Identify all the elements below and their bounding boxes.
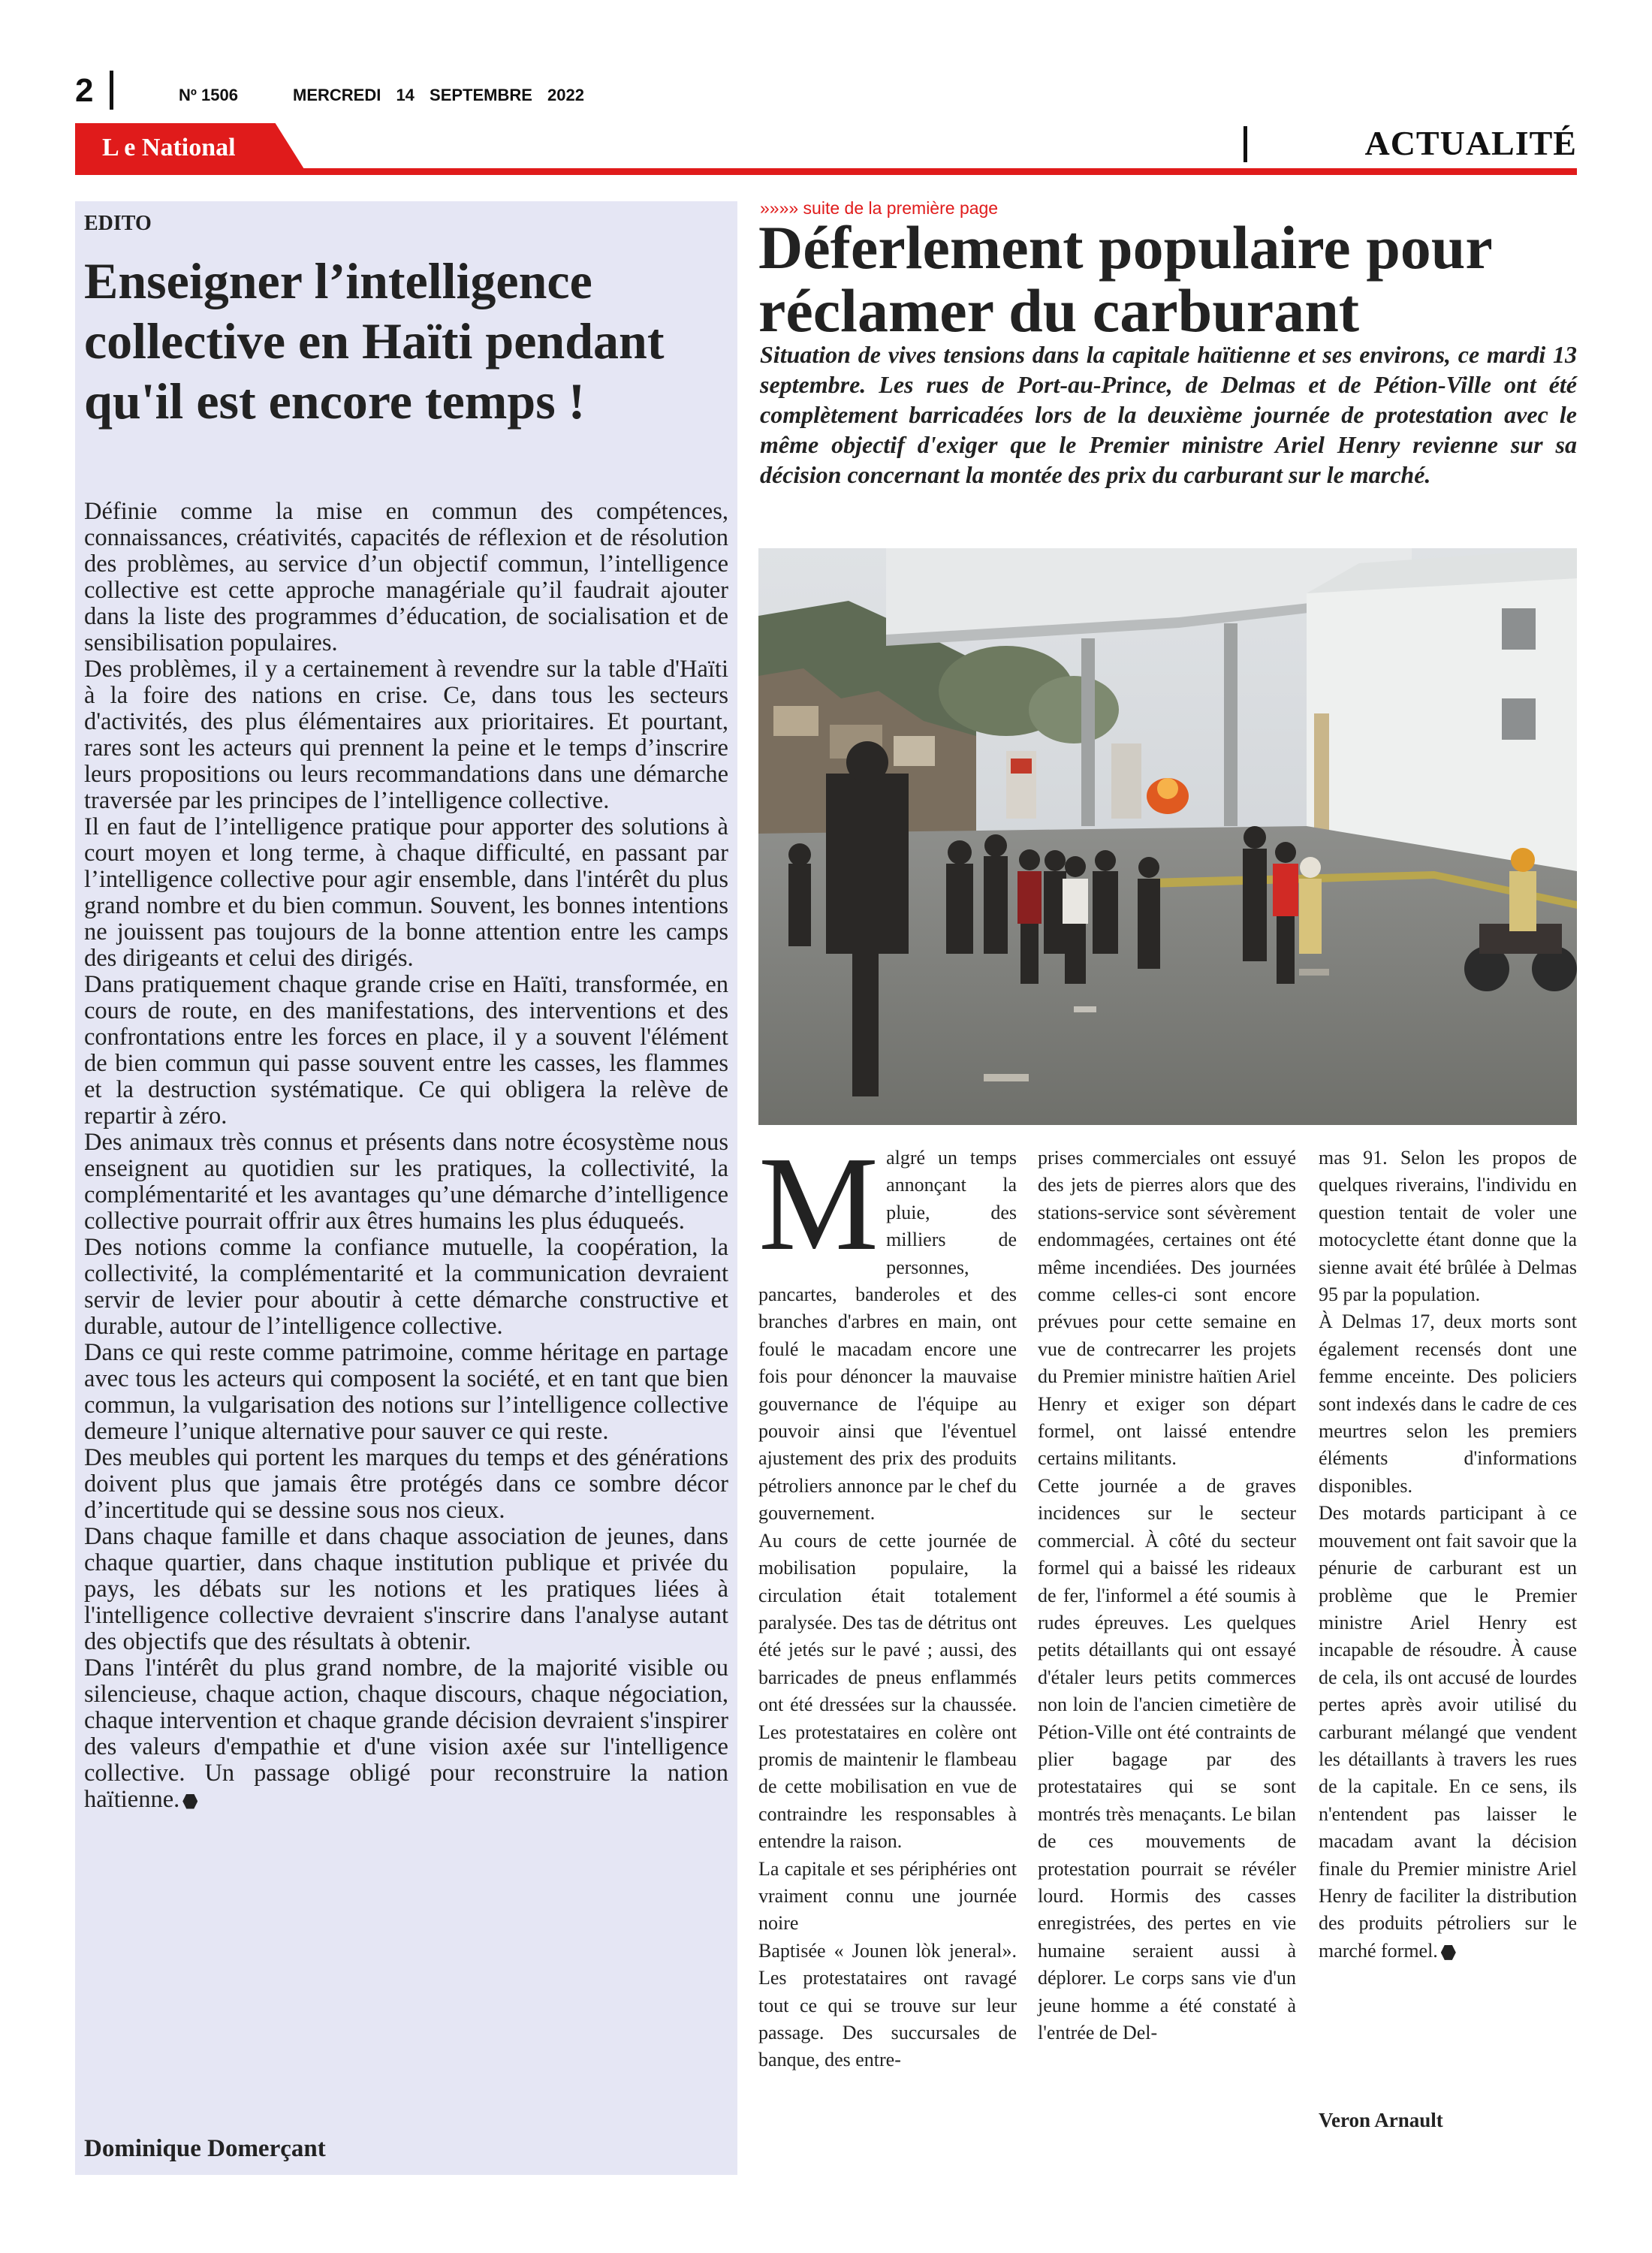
issue-date: MERCREDI 14 SEPTEMBRE 2022 bbox=[293, 86, 584, 104]
edito-body bbox=[84, 499, 728, 1813]
edito-paragraph: Dans pratiquement chaque grande crise en Haïti, transformée, en cours de route, en des manifestations, des interventions et des confrontations entre les forces en place, il y a souvent l'élément de bien commun qui passe souvent entre les casses, les flammes et la destruction systématique. Ce qui obligera la relève de repartir à zéro. bbox=[84, 971, 728, 1130]
article-column-3 bbox=[1319, 1145, 1577, 1965]
edito-last-text: Dans l'intérêt du plus grand nombre, de la majorité visible ou silencieuse, chaque action, chaque discours, chaque négociation, chaque intervention et chaque grande décision devraient s'inspirer des valeurs d'empathie et d'une vision axée sur l'intelligence collective. Un passage obligé pour reconstruire la nation haïtienne. bbox=[84, 1654, 728, 1813]
article-paragraph: algré un temps annonçant la pluie, des milliers de personnes, pancartes, banderoles et des branches d'arbres en main, ont foulé le macadam encore une fois pour dénoncer la mauvaise gouvernance de l'équipe au pouvoir ainsi que l'éventuel ajustement des prix des produits pétroliers annonce par le chef du gouvernement. bbox=[758, 1147, 1017, 1525]
article-paragraph: mas 91. Selon les propos de quelques riverains, l'individu en question tentait de voler une motocyclette étant donne que la sienne avait été brûlée à Delmas 95 par la population. bbox=[1319, 1147, 1577, 1306]
article-paragraph: Au cours de cette journée de mobilisation populaire, la circulation était totalement paralysée. Des tas de détritus ont été jetés sur le pavé ; aussi, des barricades de pneus enflammés ont été dressées sur la chaussée. Les protestataires en colère ont promis de maintenir le flambeau de cette mobilisation en vue de contraindre les responsables à entendre la raison. bbox=[758, 1529, 1017, 1853]
article-column-1 bbox=[758, 1129, 1017, 2074]
article-paragraph: Cette journée a de graves incidences sur le secteur commercial. À côté du secteur formel qui a baissé les rideaux de fer, l'informel a été soumis à rudes épreuves. Les quelques petits détaillants qui ont essayé d'étaler leurs petits commerces non loin de l'ancien cimetière de Pétion-Ville ont été contraints de plier bagage par des protestataires qui se sont montrés très menaçants. Le bilan de ces mouvements de protestation pourrait se révéler lourd. Hormis des casses enregistrées, des pertes en vie humaine seraient aussi à déplorer. Le corps sans vie d'un jeune homme a été constaté à l'entrée de Del- bbox=[1038, 1474, 1296, 2043]
section-title: ACTUALITÉ bbox=[1364, 124, 1577, 162]
continued-note: »»»» suite de la première page bbox=[760, 198, 999, 218]
article-byline: Veron Arnault bbox=[1319, 2109, 1443, 2131]
issue-number: Nº 1506 bbox=[179, 86, 238, 104]
section-divider bbox=[1244, 126, 1247, 162]
edito-paragraph-last bbox=[84, 1655, 728, 1813]
article-paragraph: La capitale et ses périphéries ont vraiment connu une journée noire bbox=[758, 1857, 1017, 1935]
edito-title: Enseigner l’intelligence collective en Haïti pendant qu'il est encore temps ! bbox=[84, 252, 665, 430]
edito-paragraph: Il en faut de l’intelligence pratique pour apporter des solutions à court moyen et long terme, à chaque difficulté, en passant par l’intelligence collective pour agir ensemble, dans l'intérêt du plus grand nombre et du bien commun. Souvent, les bonnes intentions ne jouissent pas toujours de la bonne attention entre les camps des dirigeants et celui des dirigés. bbox=[84, 813, 728, 972]
edito-paragraph: Dans ce qui reste comme patrimoine, comme héritage en partage avec tous les acteurs qui composent la société, et en tant que bien commun, la vulgarisation des notions sur l’intelligence collective demeure l’unique alternative pour sauver ce qui reste. bbox=[84, 1339, 728, 1445]
article-standfirst: Situation de vives tensions dans la capitale haïtienne et ses environs, ce mardi 13 septembre. Les rues de Port-au-Prince, de Delmas et de Pétion-Ville ont été complètement barricadées lors de la deuxième journée de protestation avec le même objectif d'exiger que le Premier ministre Ariel Henry revienne sur sa décision concernant la montée des prix du carburant sur le marché. bbox=[760, 341, 1577, 488]
article-paragraph: À Delmas 17, deux morts sont également recensés dont une femme enceinte. Des policiers sont indexés dans le cadre de ces meurtres selon les premiers éléments d'informations disponibles. bbox=[1319, 1310, 1577, 1497]
brand-name: L e National bbox=[102, 134, 236, 161]
article-column-2 bbox=[1038, 1145, 1296, 2046]
edito-paragraph: Définie comme la mise en commun des compétences, connaissances, créativités, capacités de réflexion et de résolution des problèmes, au service d’un objectif commun, l’intelligence collective est cette approche managériale qu’il faudrait ajouter dans la liste des programmes d’éducation, de socialisation et de sensibilisation populaires. bbox=[84, 498, 728, 656]
end-mark-icon bbox=[182, 1794, 197, 1809]
article-headline: Déferlement populaire pour réclamer du carburant bbox=[758, 213, 1492, 345]
article-paragraph: prises commerciales ont essuyé des jets de pierres alors que des stations-service sont sévèrement endommagées, certaines ont été même incendiées. Des journées comme celles-ci sont encore prévues pour cette semaine en vue de contrecarrer les projets du Premier ministre haïtien Ariel Henry et exiger son départ formel, ont laissé entendre certains militants. bbox=[1038, 1147, 1296, 1470]
edito-paragraph: Dans chaque famille et dans chaque association de jeunes, dans chaque quartier, dans chaque institution publique et privée du pays, les débats sur les notions et les pratiques liées à l'intelligence collective devraient s'inscrire dans l'analyse autant des objectifs que des résultats à obtenir. bbox=[84, 1523, 728, 1655]
edito-signature: Dominique Domerçant bbox=[84, 2135, 326, 2162]
drop-cap: M bbox=[758, 1129, 879, 1278]
page-number: 2 bbox=[75, 72, 94, 109]
protest-photo bbox=[758, 548, 1577, 1125]
edito-paragraph: Des problèmes, il y a certainement à revendre sur la table d'Haïti à la foire des nations en crise. Ce, dans tous les secteurs d'activités, des plus élémentaires aux prioritaires. Et pourtant, rares sont les acteurs qui prennent la peine et le temps d’inscrire leurs propositions ou leurs recommandations dans une démarche traversée par les principes de l’intelligence collective. bbox=[84, 656, 728, 814]
end-mark-icon bbox=[1441, 1945, 1456, 1960]
article-paragraph: Baptisée « Jounen lòk jeneral». Les protestataires ont ravagé tout ce qui se trouve sur leur passage. Des succursales de banque, des entre- bbox=[758, 1939, 1017, 2071]
edito-paragraph: Des notions comme la confiance mutuelle, la coopération, la collectivité, la complémentarité et la communication devraient servir de levier pour aboutir à cette démarche constructive et durable, autour de l’intelligence collective. bbox=[84, 1234, 728, 1340]
edito-paragraph: Des animaux très connus et présents dans notre écosystème nous enseignent au quotidien sur les pratiques, la collectivité, la complémentarité et les avantages qu’une démarche d’intelligence collective pourrait offrir aux êtres humains les plus éduqueés. bbox=[84, 1129, 728, 1235]
edito-paragraph: Des meubles qui portent les marques du temps et des générations doivent plus que jamais être protégés dans ce sombre décor d’incertitude qui se dessine sous nos cieux. bbox=[84, 1444, 728, 1524]
article-last-text: Des motards participant à ce mouvement ont fait savoir que la pénurie de carburant est un problème que le Premier ministre Ariel Henry est incapable de résoudre. À cause de cela, ils ont accusé de lourdes pertes après avoir utilisé du carburant mélangé que vendent les détaillants à travers les rues de la capitale. En ce sens, ils n'entendent pas laisser le macadam avant la décision finale du Premier ministre Ariel Henry de faciliter la distribution des produits pétroliers sur le marché formel. bbox=[1319, 1502, 1577, 1962]
page-number-divider bbox=[110, 71, 113, 110]
article-paragraph-last bbox=[1319, 1500, 1577, 1965]
edito-label: EDITO bbox=[84, 212, 152, 235]
